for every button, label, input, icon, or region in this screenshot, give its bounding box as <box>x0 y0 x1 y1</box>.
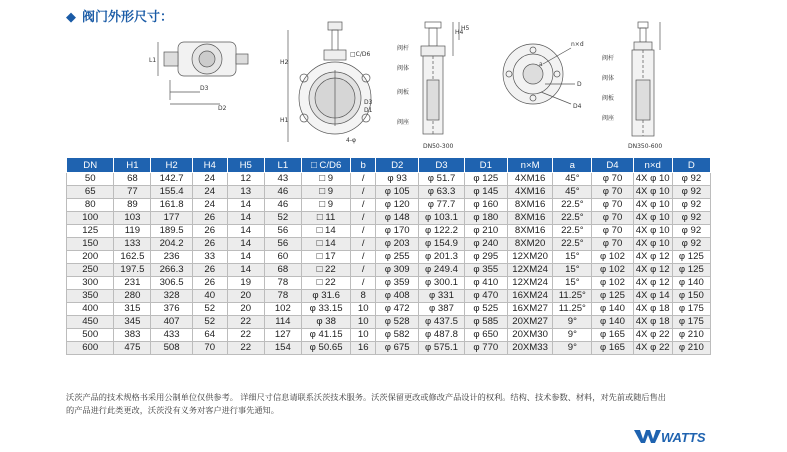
table-cell: φ 210 <box>464 225 507 238</box>
table-cell: φ 70 <box>592 199 633 212</box>
table-cell: 60 <box>264 251 301 264</box>
table-cell: φ 170 <box>376 225 419 238</box>
table-cell: 9° <box>553 342 592 355</box>
dimension-table <box>66 157 711 355</box>
table-cell: 10 <box>351 329 376 342</box>
table-cell: φ 355 <box>464 264 507 277</box>
table-cell: φ 201.3 <box>419 251 464 264</box>
valve-drawings <box>60 20 780 152</box>
table-cell: 77 <box>114 186 151 199</box>
table-cell: φ 38 <box>301 316 350 329</box>
dim-label: D1 <box>364 107 373 114</box>
table-cell: 15° <box>553 251 592 264</box>
table-cell: φ 470 <box>464 290 507 303</box>
dim-label: 4-φ <box>346 137 356 144</box>
table-cell: φ 165 <box>592 342 633 355</box>
table-cell: 56 <box>264 225 301 238</box>
table-cell: 328 <box>151 290 192 303</box>
table-cell: φ 309 <box>376 264 419 277</box>
table-cell: 12 <box>227 173 264 186</box>
table-cell: φ 387 <box>419 303 464 316</box>
table-cell: 15° <box>553 277 592 290</box>
table-cell: 8XM16 <box>507 212 552 225</box>
table-cell: □ 9 <box>301 199 350 212</box>
table-cell: φ 770 <box>464 342 507 355</box>
table-cell: 400 <box>67 303 114 316</box>
table-cell: 231 <box>114 277 151 290</box>
table-cell: φ 102 <box>592 277 633 290</box>
table-cell: 4X φ 10 <box>633 199 672 212</box>
column-header: b <box>351 158 376 173</box>
table-cell: 78 <box>264 277 301 290</box>
valve-flange-view-drawing <box>485 20 605 140</box>
table-cell: 4XM16 <box>507 173 552 186</box>
table-cell: φ 525 <box>464 303 507 316</box>
part-label: 阀体 <box>397 65 410 72</box>
table-cell: 204.2 <box>151 238 192 251</box>
table-cell: 65 <box>67 186 114 199</box>
table-cell: 12XM24 <box>507 277 552 290</box>
table-cell: 8XM16 <box>507 225 552 238</box>
table-cell: 64 <box>192 329 227 342</box>
table-cell: □ 22 <box>301 277 350 290</box>
column-header: DN <box>67 158 114 173</box>
table-cell: 300 <box>67 277 114 290</box>
dim-label: D4 <box>573 103 582 110</box>
table-cell: □ 14 <box>301 225 350 238</box>
table-cell: 4XM16 <box>507 186 552 199</box>
table-cell: 78 <box>264 290 301 303</box>
table-cell: 114 <box>264 316 301 329</box>
table-cell: 4X φ 18 <box>633 303 672 316</box>
logo-text: WATTS <box>661 430 706 444</box>
table-cell: φ 203 <box>376 238 419 251</box>
table-cell: 22 <box>227 329 264 342</box>
table-cell: 89 <box>114 199 151 212</box>
table-cell: 350 <box>67 290 114 303</box>
column-header: H2 <box>151 158 192 173</box>
drawing-caption: DN350-600 <box>628 143 663 150</box>
section-title-text: 阀门外形尺寸： <box>82 9 174 24</box>
table-cell: φ 437.5 <box>419 316 464 329</box>
valve-side-view-large-drawing <box>600 20 690 152</box>
table-cell: 9° <box>553 329 592 342</box>
table-cell: φ 120 <box>376 199 419 212</box>
dim-label: n×d <box>571 41 584 48</box>
table-cell: 306.5 <box>151 277 192 290</box>
table-cell: 14 <box>227 199 264 212</box>
table-cell: φ 93 <box>376 173 419 186</box>
table-cell: □ 22 <box>301 264 350 277</box>
table-cell: 22 <box>227 342 264 355</box>
table-cell: 4X φ 12 <box>633 251 672 264</box>
table-cell: φ 50.65 <box>301 342 350 355</box>
table-cell: 8XM16 <box>507 199 552 212</box>
table-cell: φ 140 <box>592 303 633 316</box>
table-cell: 4X φ 22 <box>633 329 672 342</box>
table-cell: φ 210 <box>672 342 710 355</box>
table-cell: 80 <box>67 199 114 212</box>
table-cell: 22.5° <box>553 225 592 238</box>
column-header: n×M <box>507 158 552 173</box>
table-cell: 154 <box>264 342 301 355</box>
table-row <box>67 225 711 238</box>
table-cell: 68 <box>114 173 151 186</box>
table-cell: 125 <box>67 225 114 238</box>
dim-label: D <box>577 81 582 88</box>
table-cell: 450 <box>67 316 114 329</box>
table-cell: 22 <box>227 316 264 329</box>
table-cell: 508 <box>151 342 192 355</box>
table-cell: 19 <box>227 277 264 290</box>
table-row <box>67 329 711 342</box>
part-label: 阀杆 <box>602 55 615 62</box>
table-cell: 56 <box>264 238 301 251</box>
table-cell: φ 92 <box>672 238 710 251</box>
table-cell: φ 125 <box>464 173 507 186</box>
column-header: n×d <box>633 158 672 173</box>
dim-label: a <box>539 61 543 68</box>
table-cell: φ 210 <box>672 329 710 342</box>
table-cell: 4X φ 12 <box>633 264 672 277</box>
table-cell: / <box>351 225 376 238</box>
part-label: 阀杆 <box>397 45 410 52</box>
table-cell: 16 <box>351 342 376 355</box>
table-cell: φ 240 <box>464 238 507 251</box>
table-cell: 20XM33 <box>507 342 552 355</box>
table-cell: φ 249.4 <box>419 264 464 277</box>
table-cell: φ 70 <box>592 225 633 238</box>
table-cell: 50 <box>67 173 114 186</box>
table-cell: φ 105 <box>376 186 419 199</box>
table-row <box>67 186 711 199</box>
table-cell: 600 <box>67 342 114 355</box>
table-cell: φ 140 <box>672 277 710 290</box>
column-header: D2 <box>376 158 419 173</box>
table-cell: □ 9 <box>301 173 350 186</box>
table-cell: 150 <box>67 238 114 251</box>
table-cell: 10 <box>351 303 376 316</box>
table-cell: 52 <box>192 316 227 329</box>
table-cell: 433 <box>151 329 192 342</box>
table-cell: 14 <box>227 225 264 238</box>
table-cell: 100 <box>67 212 114 225</box>
table-cell: 266.3 <box>151 264 192 277</box>
table-cell: 197.5 <box>114 264 151 277</box>
table-cell: φ 92 <box>672 173 710 186</box>
table-cell: 14 <box>227 251 264 264</box>
table-cell: / <box>351 199 376 212</box>
table-cell: φ 585 <box>464 316 507 329</box>
table-cell: 103 <box>114 212 151 225</box>
table-cell: φ 650 <box>464 329 507 342</box>
table-cell: 177 <box>151 212 192 225</box>
footnote <box>66 391 726 417</box>
table-cell: 4X φ 10 <box>633 173 672 186</box>
table-cell: □ 14 <box>301 238 350 251</box>
table-cell: φ 410 <box>464 277 507 290</box>
table-row <box>67 212 711 225</box>
table-cell: / <box>351 251 376 264</box>
table-cell: 26 <box>192 225 227 238</box>
table-cell: φ 63.3 <box>419 186 464 199</box>
table-cell: 162.5 <box>114 251 151 264</box>
part-label: 阀体 <box>602 75 615 82</box>
table-cell: 133 <box>114 238 151 251</box>
table-row <box>67 277 711 290</box>
table-cell: φ 575.1 <box>419 342 464 355</box>
table-cell: φ 70 <box>592 173 633 186</box>
table-cell: 4X φ 12 <box>633 277 672 290</box>
table-row <box>67 238 711 251</box>
table-row <box>67 251 711 264</box>
table-cell: φ 165 <box>592 329 633 342</box>
table-cell: φ 175 <box>672 303 710 316</box>
table-cell: / <box>351 173 376 186</box>
part-label: 阀座 <box>602 115 615 122</box>
table-cell: 11.25° <box>553 303 592 316</box>
table-cell: 52 <box>192 303 227 316</box>
column-header: H4 <box>192 158 227 173</box>
table-cell: φ 92 <box>672 212 710 225</box>
table-cell: 4X φ 18 <box>633 316 672 329</box>
table-cell: φ 103.1 <box>419 212 464 225</box>
table-cell: φ 70 <box>592 186 633 199</box>
table-cell: 155.4 <box>151 186 192 199</box>
table-cell: 46 <box>264 186 301 199</box>
table-cell: 407 <box>151 316 192 329</box>
dim-label: D3 <box>364 99 373 106</box>
table-cell: 20XM30 <box>507 329 552 342</box>
drawing-caption: DN50-300 <box>423 143 454 150</box>
table-cell: 4X φ 10 <box>633 212 672 225</box>
table-cell: 43 <box>264 173 301 186</box>
valve-side-view-drawing <box>395 20 475 152</box>
dim-label: D2 <box>218 105 227 112</box>
table-cell: φ 125 <box>672 251 710 264</box>
table-cell: φ 125 <box>672 264 710 277</box>
table-cell: φ 160 <box>464 199 507 212</box>
table-cell: 8XM20 <box>507 238 552 251</box>
table-cell: 20 <box>227 290 264 303</box>
table-cell: 4X φ 10 <box>633 186 672 199</box>
table-cell: φ 154.9 <box>419 238 464 251</box>
table-cell: / <box>351 238 376 251</box>
table-cell: φ 122.2 <box>419 225 464 238</box>
table-cell: 4X φ 10 <box>633 238 672 251</box>
table-cell: φ 408 <box>376 290 419 303</box>
table-body <box>67 173 711 355</box>
footnote-line: 沃茨产品的技术规格书采用公制单位仅供参考。 详细尺寸信息请联系沃茨技术服务。沃茨保留更改或修改产品设计的权利。结构、技术参数、材料，对先前或随后售出 <box>66 393 666 402</box>
dim-label: □C/D6 <box>350 51 371 58</box>
table-cell: 16XM24 <box>507 290 552 303</box>
table-cell: φ 148 <box>376 212 419 225</box>
table-cell: φ 180 <box>464 212 507 225</box>
column-header: D4 <box>592 158 633 173</box>
table-row <box>67 264 711 277</box>
table-cell: 12XM20 <box>507 251 552 264</box>
table-cell: φ 77.7 <box>419 199 464 212</box>
table-cell: 14 <box>227 212 264 225</box>
column-header: L1 <box>264 158 301 173</box>
table-cell: 189.5 <box>151 225 192 238</box>
part-label: 阀座 <box>397 119 410 126</box>
table-cell: 10 <box>351 316 376 329</box>
table-cell: φ 92 <box>672 225 710 238</box>
table-cell: φ 140 <box>592 316 633 329</box>
table-cell: 8 <box>351 290 376 303</box>
table-cell: 46 <box>264 199 301 212</box>
column-header: D3 <box>419 158 464 173</box>
table-cell: 45° <box>553 186 592 199</box>
table-cell: 4X φ 22 <box>633 342 672 355</box>
table-row <box>67 303 711 316</box>
table-cell: 68 <box>264 264 301 277</box>
table-row <box>67 342 711 355</box>
table-cell: φ 33.15 <box>301 303 350 316</box>
table-cell: φ 295 <box>464 251 507 264</box>
table-cell: φ 582 <box>376 329 419 342</box>
table-cell: φ 31.6 <box>301 290 350 303</box>
table-cell: 13 <box>227 186 264 199</box>
column-header: D1 <box>464 158 507 173</box>
table-cell: φ 51.7 <box>419 173 464 186</box>
table-cell: 345 <box>114 316 151 329</box>
table-header-row <box>67 158 711 173</box>
watts-logo <box>634 428 712 444</box>
table-cell: φ 41.15 <box>301 329 350 342</box>
table-cell: / <box>351 264 376 277</box>
table-cell: 70 <box>192 342 227 355</box>
dim-label: H2 <box>280 59 289 66</box>
table-cell: 52 <box>264 212 301 225</box>
table-cell: 250 <box>67 264 114 277</box>
table-cell: 4X φ 10 <box>633 225 672 238</box>
table-cell: 383 <box>114 329 151 342</box>
table-cell: 24 <box>192 186 227 199</box>
table-cell: 24 <box>192 199 227 212</box>
table-cell: φ 300.1 <box>419 277 464 290</box>
table-cell: 40 <box>192 290 227 303</box>
table-cell: 236 <box>151 251 192 264</box>
table-cell: 26 <box>192 238 227 251</box>
table-cell: 26 <box>192 212 227 225</box>
column-header: H1 <box>114 158 151 173</box>
table-cell: φ 359 <box>376 277 419 290</box>
table-cell: φ 92 <box>672 199 710 212</box>
table-cell: 161.8 <box>151 199 192 212</box>
table-cell: / <box>351 277 376 290</box>
table-cell: □ 11 <box>301 212 350 225</box>
valve-front-view-drawing <box>280 20 390 152</box>
table-cell: 127 <box>264 329 301 342</box>
column-header: a <box>553 158 592 173</box>
table-cell: 14 <box>227 238 264 251</box>
table-cell: 9° <box>553 316 592 329</box>
table-cell: φ 102 <box>592 251 633 264</box>
table-cell: φ 125 <box>592 290 633 303</box>
table-cell: 142.7 <box>151 173 192 186</box>
dim-label: H5 <box>461 25 470 32</box>
part-label: 阀板 <box>602 95 615 102</box>
table-cell: / <box>351 212 376 225</box>
table-row <box>67 290 711 303</box>
table-cell: φ 145 <box>464 186 507 199</box>
table-cell: / <box>351 186 376 199</box>
table-cell: 45° <box>553 173 592 186</box>
table-cell: φ 70 <box>592 238 633 251</box>
table-cell: φ 102 <box>592 264 633 277</box>
table-cell: 102 <box>264 303 301 316</box>
column-header: □ C/D6 <box>301 158 350 173</box>
table-row <box>67 199 711 212</box>
table-cell: □ 9 <box>301 186 350 199</box>
table-cell: φ 175 <box>672 316 710 329</box>
table-cell: φ 487.8 <box>419 329 464 342</box>
table-cell: φ 255 <box>376 251 419 264</box>
table-cell: 22.5° <box>553 199 592 212</box>
column-header: H5 <box>227 158 264 173</box>
table-cell: 20 <box>227 303 264 316</box>
table-cell: □ 17 <box>301 251 350 264</box>
table-row <box>67 316 711 329</box>
table-cell: 280 <box>114 290 151 303</box>
table-cell: φ 528 <box>376 316 419 329</box>
part-label: 阀板 <box>397 89 410 96</box>
table-cell: 20XM27 <box>507 316 552 329</box>
table-cell: 4X φ 14 <box>633 290 672 303</box>
table-cell: 315 <box>114 303 151 316</box>
table-cell: 200 <box>67 251 114 264</box>
table-cell: φ 472 <box>376 303 419 316</box>
dim-label: L1 <box>149 57 157 64</box>
diamond-bullet-icon: ◆ <box>66 9 76 24</box>
table-cell: 26 <box>192 264 227 277</box>
table-cell: 14 <box>227 264 264 277</box>
table-cell: 475 <box>114 342 151 355</box>
footnote-line: 的产品进行此类更改，沃茨没有义务对客户进行事先通知。 <box>66 406 279 415</box>
table-cell: 12XM24 <box>507 264 552 277</box>
table-cell: 15° <box>553 264 592 277</box>
table-cell: 376 <box>151 303 192 316</box>
table-cell: φ 70 <box>592 212 633 225</box>
table-cell: φ 150 <box>672 290 710 303</box>
table-cell: φ 675 <box>376 342 419 355</box>
table-cell: 119 <box>114 225 151 238</box>
dim-label: H1 <box>280 117 289 124</box>
valve-top-view-drawing <box>140 20 270 120</box>
table-cell: 26 <box>192 277 227 290</box>
table-cell: φ 92 <box>672 186 710 199</box>
table-cell: 33 <box>192 251 227 264</box>
table-cell: φ 331 <box>419 290 464 303</box>
table-cell: 16XM27 <box>507 303 552 316</box>
dim-label: D3 <box>200 85 209 92</box>
table-row <box>67 173 711 186</box>
table-cell: 11.25° <box>553 290 592 303</box>
table-cell: 500 <box>67 329 114 342</box>
table-cell: 22.5° <box>553 238 592 251</box>
table-cell: 22.5° <box>553 212 592 225</box>
dim-label: H4 <box>455 29 464 36</box>
table-cell: 24 <box>192 173 227 186</box>
column-header: D <box>672 158 710 173</box>
